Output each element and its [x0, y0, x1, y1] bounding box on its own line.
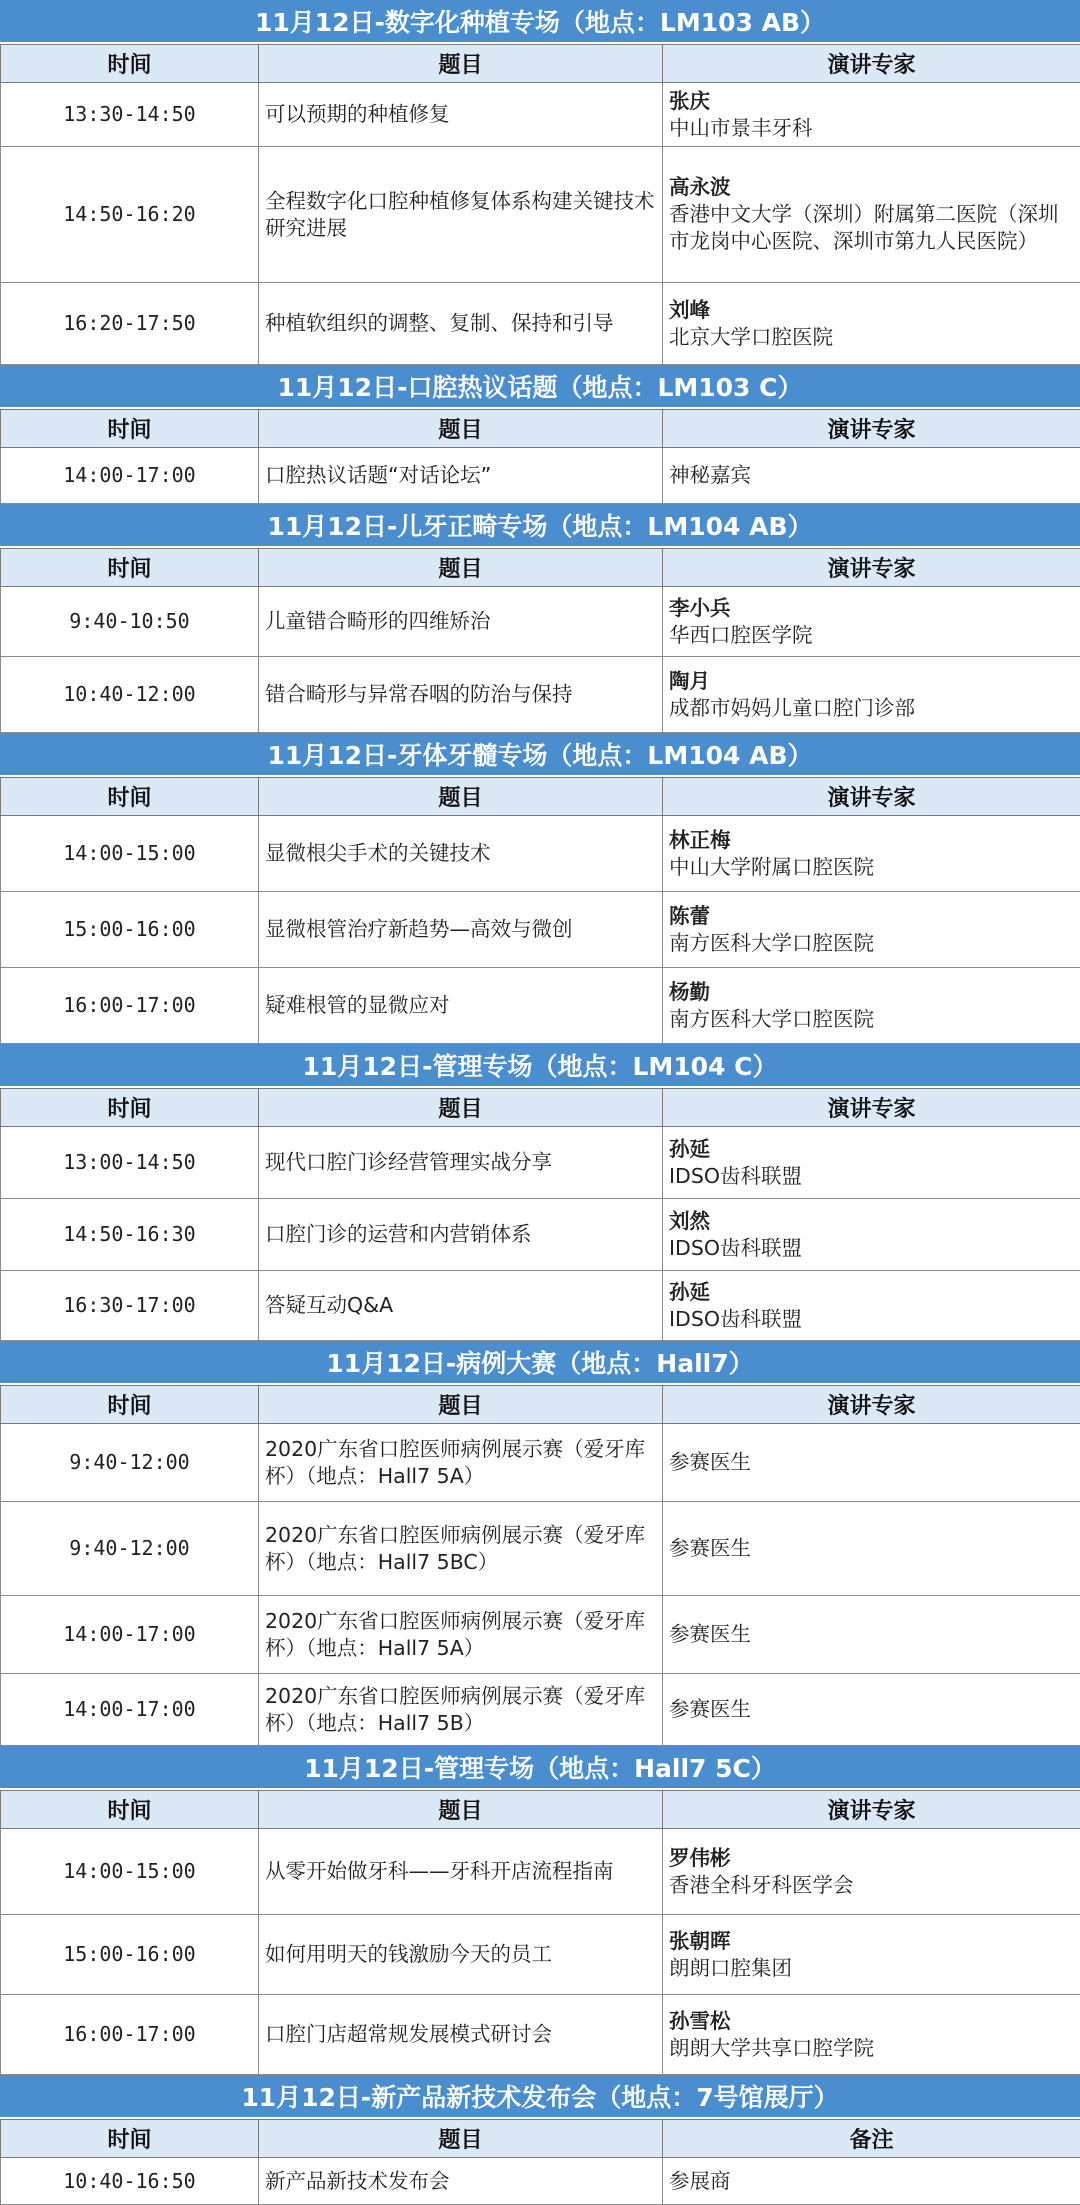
- column-header-time: 时间: [1, 549, 259, 587]
- speaker-organization: 朗朗口腔集团: [669, 1955, 1074, 1982]
- session-speaker: [663, 283, 1080, 365]
- column-header-topic: 题目: [259, 410, 663, 448]
- speaker-name: 陶月: [669, 668, 1074, 695]
- session-topic: 答疑互动Q&A: [259, 1271, 663, 1341]
- speaker-name: 孙雪松: [669, 2008, 1074, 2035]
- session-speaker: [663, 83, 1080, 147]
- column-header-topic: 题目: [259, 1791, 663, 1829]
- speaker-organization: 香港全科牙科医学会: [669, 1872, 1074, 1899]
- session-topic: 可以预期的种植修复: [259, 83, 663, 147]
- speaker-organization: 南方医科大学口腔医院: [669, 930, 1074, 957]
- session-time: 10:40-16:50: [1, 2158, 259, 2205]
- column-header-time: 时间: [1, 1386, 259, 1424]
- session-speaker: [663, 1674, 1080, 1746]
- speaker-organization: 参赛医生: [669, 1696, 1074, 1723]
- section-title: 11月12日-儿牙正畸专场（地点：LM104 AB）: [0, 504, 1080, 548]
- table-row: [1, 587, 1080, 657]
- table-row: [1, 283, 1080, 365]
- schedule-table: [0, 548, 1080, 733]
- schedule-table: [0, 2119, 1080, 2205]
- schedule-table: [0, 409, 1080, 504]
- schedule-table: [0, 1385, 1080, 1746]
- table-row: [1, 1915, 1080, 1995]
- schedule-table: [0, 777, 1080, 1044]
- session-time: 10:40-12:00: [1, 657, 259, 733]
- session-topic: 2020广东省口腔医师病例展示赛（爱牙库杯）（地点：Hall7 5A）: [259, 1596, 663, 1674]
- session-time: 14:00-17:00: [1, 1674, 259, 1746]
- session-speaker: [663, 892, 1080, 968]
- session-topic: 新产品新技术发布会: [259, 2158, 663, 2205]
- session-speaker: [663, 1271, 1080, 1341]
- speaker-organization: 参赛医生: [669, 1535, 1074, 1562]
- speaker-organization: 中山大学附属口腔医院: [669, 854, 1074, 881]
- session-speaker: [663, 968, 1080, 1044]
- table-row: [1, 1596, 1080, 1674]
- section-title: 11月12日-数字化种植专场（地点：LM103 AB）: [0, 0, 1080, 44]
- session-time: 9:40-12:00: [1, 1502, 259, 1596]
- session-speaker: [663, 1829, 1080, 1915]
- column-header-speaker: 演讲专家: [663, 1089, 1080, 1127]
- speaker-organization: IDSO齿科联盟: [669, 1235, 1074, 1262]
- session-time: 14:00-15:00: [1, 1829, 259, 1915]
- speaker-name: 刘峰: [669, 297, 1074, 324]
- session-speaker: [663, 1995, 1080, 2075]
- column-header-topic: 题目: [259, 1386, 663, 1424]
- session-speaker: [663, 1424, 1080, 1502]
- column-header-speaker: 演讲专家: [663, 778, 1080, 816]
- session-time: 16:20-17:50: [1, 283, 259, 365]
- session-topic: 从零开始做牙科——牙科开店流程指南: [259, 1829, 663, 1915]
- session-time: 9:40-10:50: [1, 587, 259, 657]
- speaker-name: 林正梅: [669, 827, 1074, 854]
- speaker-organization: 参赛医生: [669, 1449, 1074, 1476]
- session-topic: 如何用明天的钱激励今天的员工: [259, 1915, 663, 1995]
- column-header-topic: 题目: [259, 549, 663, 587]
- table-row: [1, 147, 1080, 283]
- session-speaker: [663, 1502, 1080, 1596]
- table-header-row: [1, 549, 1080, 587]
- table-header-row: [1, 778, 1080, 816]
- column-header-topic: 题目: [259, 778, 663, 816]
- table-row: [1, 1674, 1080, 1746]
- section-title: 11月12日-牙体牙髓专场（地点：LM104 AB）: [0, 733, 1080, 777]
- speaker-organization: 南方医科大学口腔医院: [669, 1006, 1074, 1033]
- session-topic: 口腔门店超常规发展模式研讨会: [259, 1995, 663, 2075]
- schedule-table: [0, 44, 1080, 365]
- column-header-time: 时间: [1, 2120, 259, 2158]
- session-speaker: [663, 587, 1080, 657]
- session-time: 14:50-16:20: [1, 147, 259, 283]
- speaker-name: 李小兵: [669, 595, 1074, 622]
- column-header-speaker: 演讲专家: [663, 549, 1080, 587]
- table-row: [1, 448, 1080, 504]
- table-row: [1, 1829, 1080, 1915]
- session-topic: 显微根管治疗新趋势—高效与微创: [259, 892, 663, 968]
- table-row: [1, 968, 1080, 1044]
- speaker-name: 孙延: [669, 1279, 1074, 1306]
- session-topic: 全程数字化口腔种植修复体系构建关键技术研究进展: [259, 147, 663, 283]
- session-time: 16:30-17:00: [1, 1271, 259, 1341]
- speaker-name: 罗伟彬: [669, 1845, 1074, 1872]
- speaker-name: 高永波: [669, 174, 1074, 201]
- session-time: 13:30-14:50: [1, 83, 259, 147]
- column-header-time: 时间: [1, 410, 259, 448]
- column-header-speaker: 演讲专家: [663, 45, 1080, 83]
- table-header-row: [1, 45, 1080, 83]
- speaker-organization: 成都市妈妈儿童口腔门诊部: [669, 695, 1074, 722]
- column-header-time: 时间: [1, 778, 259, 816]
- session-topic: 儿童错合畸形的四维矫治: [259, 587, 663, 657]
- session-topic: 错合畸形与异常吞咽的防治与保持: [259, 657, 663, 733]
- speaker-name: 刘然: [669, 1208, 1074, 1235]
- column-header-speaker: 演讲专家: [663, 1791, 1080, 1829]
- column-header-time: 时间: [1, 1791, 259, 1829]
- table-row: [1, 657, 1080, 733]
- table-row: [1, 1271, 1080, 1341]
- session-time: 14:00-17:00: [1, 448, 259, 504]
- column-header-time: 时间: [1, 45, 259, 83]
- table-row: [1, 83, 1080, 147]
- table-row: [1, 816, 1080, 892]
- session-topic: 显微根尖手术的关键技术: [259, 816, 663, 892]
- table-row: [1, 1995, 1080, 2075]
- section-title: 11月12日-管理专场（地点：Hall7 5C）: [0, 1746, 1080, 1790]
- session-time: 15:00-16:00: [1, 892, 259, 968]
- session-speaker: [663, 1199, 1080, 1271]
- speaker-organization: 朗朗大学共享口腔学院: [669, 2035, 1074, 2062]
- speaker-organization: 华西口腔医学院: [669, 622, 1074, 649]
- speaker-organization: 北京大学口腔医院: [669, 324, 1074, 351]
- table-row: [1, 1199, 1080, 1271]
- session-speaker: [663, 448, 1080, 504]
- speaker-name: 杨勤: [669, 979, 1074, 1006]
- speaker-name: 陈蕾: [669, 903, 1074, 930]
- table-header-row: [1, 2120, 1080, 2158]
- speaker-organization: 参展商: [669, 2168, 1074, 2195]
- session-time: 13:00-14:50: [1, 1127, 259, 1199]
- session-time: 15:00-16:00: [1, 1915, 259, 1995]
- session-topic: 现代口腔门诊经营管理实战分享: [259, 1127, 663, 1199]
- speaker-name: 孙延: [669, 1136, 1074, 1163]
- session-time: 16:00-17:00: [1, 1995, 259, 2075]
- schedule-table: [0, 1088, 1080, 1341]
- speaker-organization: 香港中文大学（深圳）附属第二医院（深圳市龙岗中心医院、深圳市第九人民医院）: [669, 201, 1074, 255]
- session-topic: 2020广东省口腔医师病例展示赛（爱牙库杯）（地点：Hall7 5BC）: [259, 1502, 663, 1596]
- section-title: 11月12日-新产品新技术发布会（地点：7号馆展厅）: [0, 2075, 1080, 2119]
- session-time: 14:00-17:00: [1, 1596, 259, 1674]
- speaker-organization: 中山市景丰牙科: [669, 115, 1074, 142]
- session-topic: 2020广东省口腔医师病例展示赛（爱牙库杯）（地点：Hall7 5B）: [259, 1674, 663, 1746]
- table-header-row: [1, 410, 1080, 448]
- table-row: [1, 1127, 1080, 1199]
- column-header-speaker: 演讲专家: [663, 1386, 1080, 1424]
- session-speaker: [663, 1596, 1080, 1674]
- session-topic: 疑难根管的显微应对: [259, 968, 663, 1044]
- speaker-organization: 神秘嘉宾: [669, 462, 1074, 489]
- table-row: [1, 1424, 1080, 1502]
- speaker-organization: 参赛医生: [669, 1621, 1074, 1648]
- column-header-topic: 题目: [259, 45, 663, 83]
- session-speaker: [663, 657, 1080, 733]
- session-topic: 种植软组织的调整、复制、保持和引导: [259, 283, 663, 365]
- session-topic: 2020广东省口腔医师病例展示赛（爱牙库杯）（地点：Hall7 5A）: [259, 1424, 663, 1502]
- section-title: 11月12日-管理专场（地点：LM104 C）: [0, 1044, 1080, 1088]
- column-header-speaker: 演讲专家: [663, 410, 1080, 448]
- session-time: 14:50-16:30: [1, 1199, 259, 1271]
- table-row: [1, 892, 1080, 968]
- table-row: [1, 1502, 1080, 1596]
- session-speaker: [663, 2158, 1080, 2205]
- table-header-row: [1, 1386, 1080, 1424]
- session-speaker: [663, 816, 1080, 892]
- session-speaker: [663, 147, 1080, 283]
- section-title: 11月12日-口腔热议话题（地点：LM103 C）: [0, 365, 1080, 409]
- session-speaker: [663, 1915, 1080, 1995]
- session-topic: 口腔热议话题“对话论坛”: [259, 448, 663, 504]
- schedule-table: [0, 1790, 1080, 2075]
- table-header-row: [1, 1089, 1080, 1127]
- column-header-time: 时间: [1, 1089, 259, 1127]
- speaker-organization: IDSO齿科联盟: [669, 1306, 1074, 1333]
- table-row: [1, 2158, 1080, 2205]
- column-header-speaker: 备注: [663, 2120, 1080, 2158]
- column-header-topic: 题目: [259, 2120, 663, 2158]
- session-speaker: [663, 1127, 1080, 1199]
- session-time: 16:00-17:00: [1, 968, 259, 1044]
- session-time: 9:40-12:00: [1, 1424, 259, 1502]
- table-header-row: [1, 1791, 1080, 1829]
- speaker-name: 张庆: [669, 88, 1074, 115]
- speaker-organization: IDSO齿科联盟: [669, 1163, 1074, 1190]
- section-title: 11月12日-病例大赛（地点：Hall7）: [0, 1341, 1080, 1385]
- session-time: 14:00-15:00: [1, 816, 259, 892]
- session-topic: 口腔门诊的运营和内营销体系: [259, 1199, 663, 1271]
- column-header-topic: 题目: [259, 1089, 663, 1127]
- speaker-name: 张朝晖: [669, 1928, 1074, 1955]
